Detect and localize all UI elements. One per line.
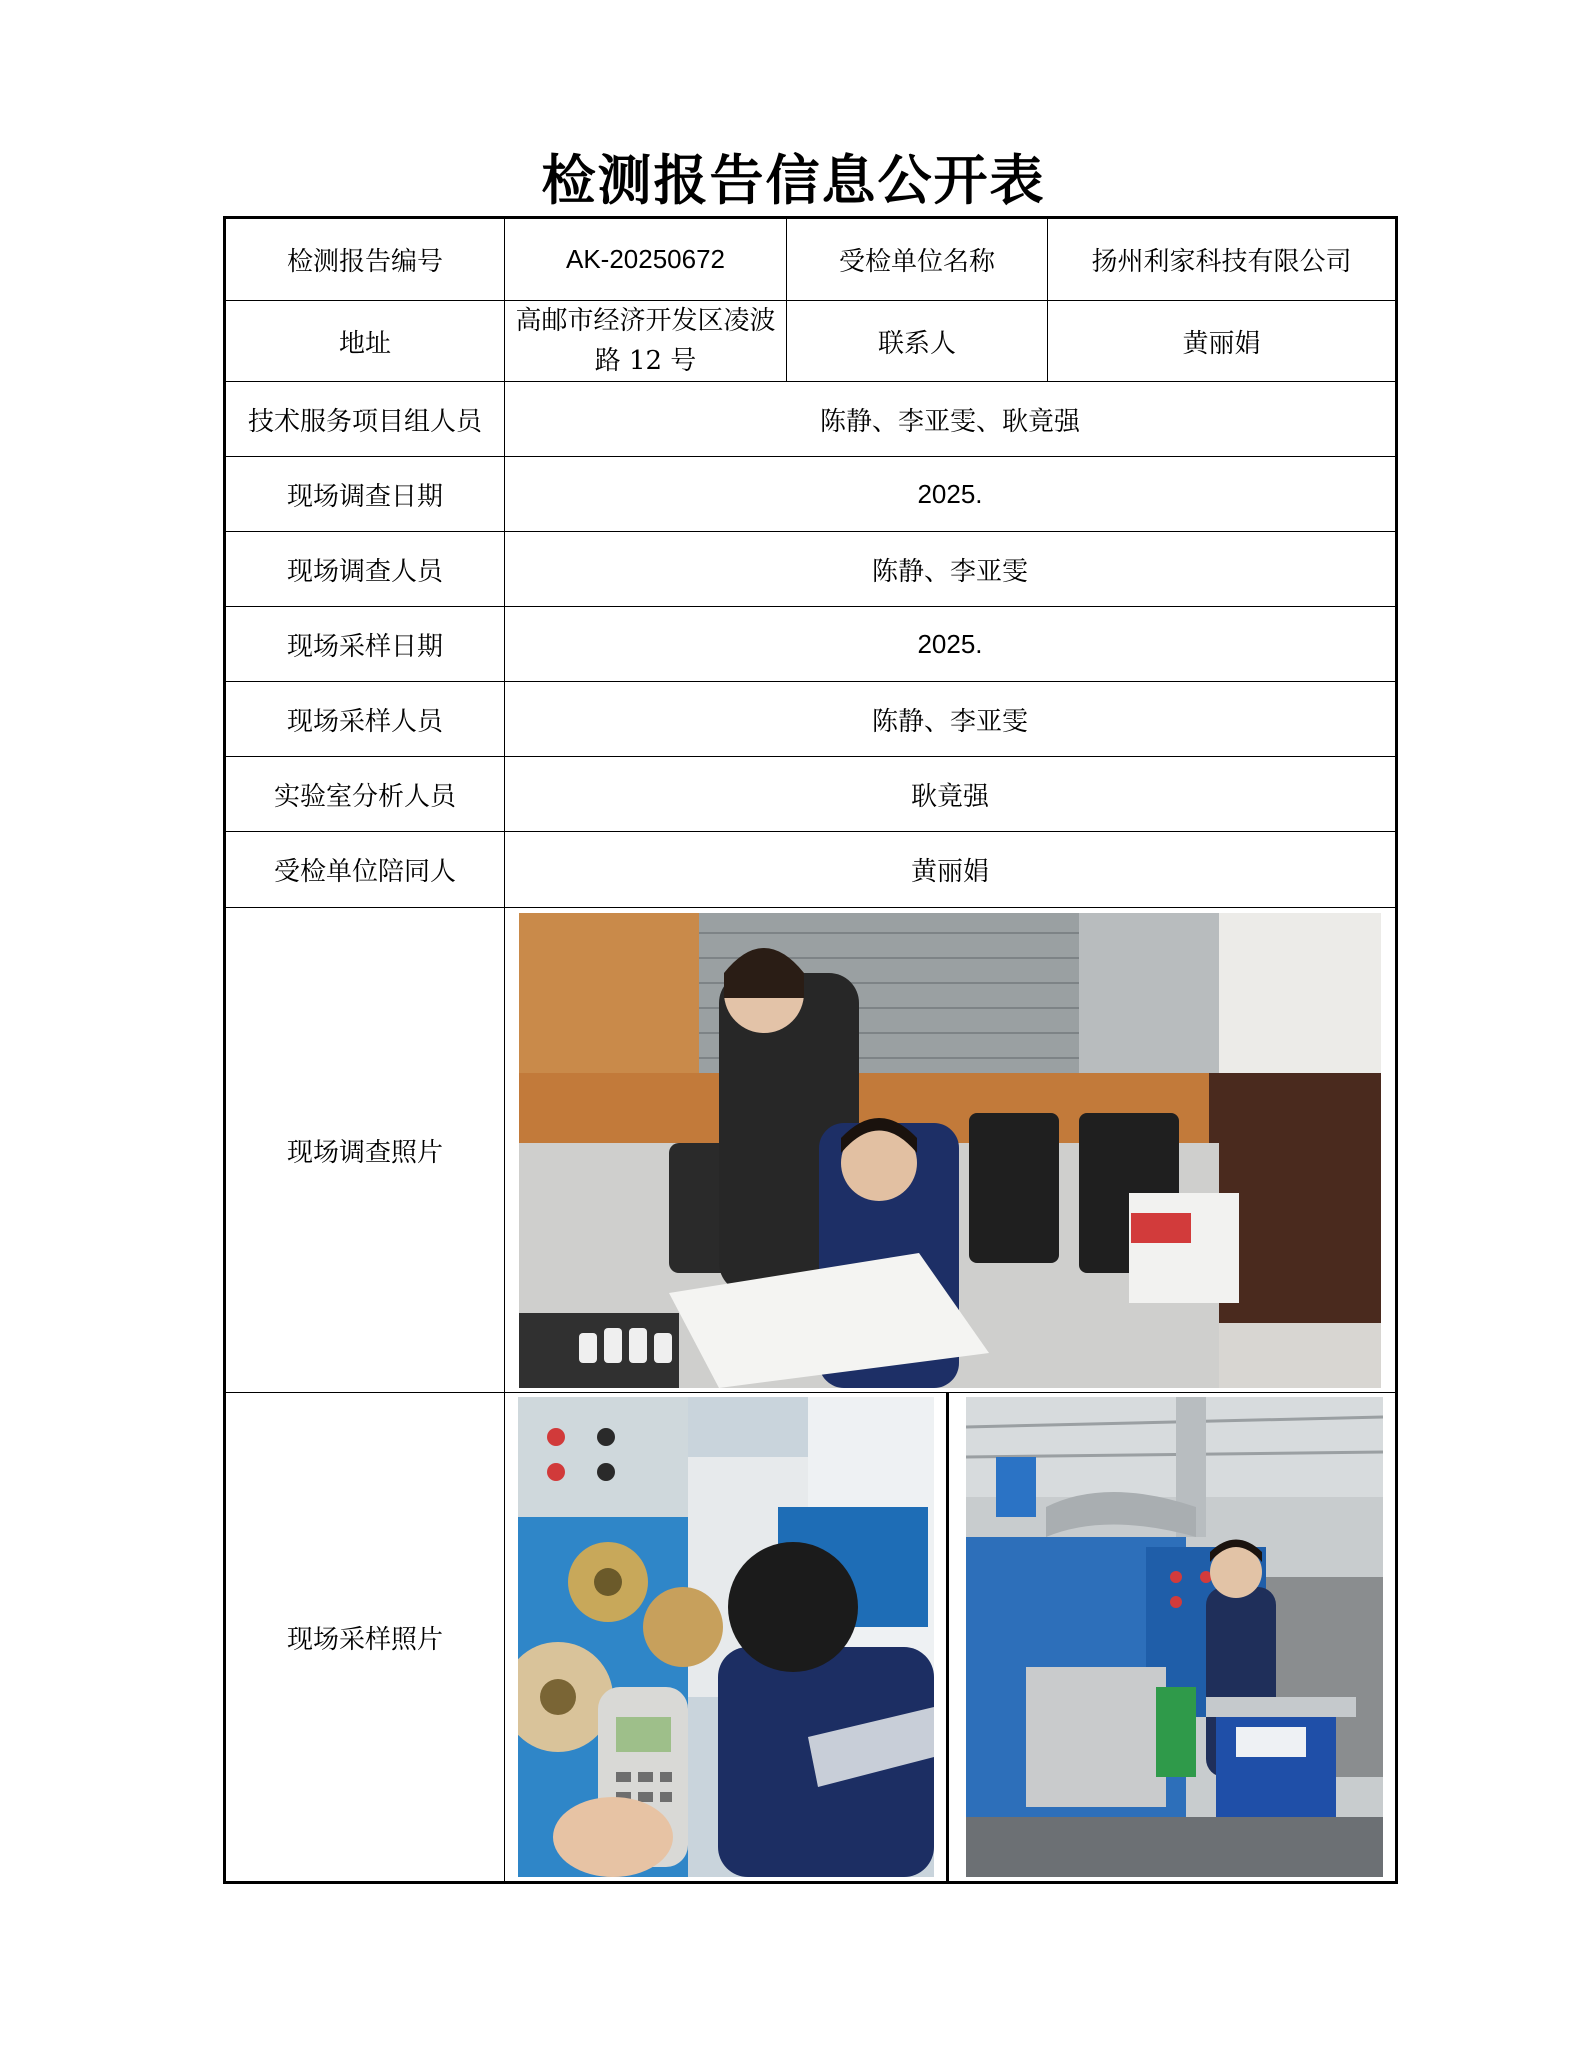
report-no-value: AK-20250672 [505,218,787,301]
sampling-photos [505,1393,1395,1881]
escort-label: 受检单位陪同人 [225,832,505,908]
info-table [223,216,1398,1884]
report-no-label: 检测报告编号 [225,218,505,301]
unit-name-label: 受检单位名称 [787,218,1048,301]
survey-photo [519,913,1381,1388]
page-title: 检测报告信息公开表 [541,149,1046,212]
contact-value: 黄丽娟 [1048,301,1397,382]
unit-name-value: 扬州利家科技有限公司 [1048,218,1397,301]
sampling-photo-right [966,1397,1383,1877]
lab-staff-label: 实验室分析人员 [225,757,505,832]
survey-date-label: 现场调查日期 [225,457,505,532]
team-value: 陈静、李亚雯、耿竟强 [505,382,1397,457]
team-label: 技术服务项目组人员 [225,382,505,457]
contact-label: 联系人 [787,301,1048,382]
photo-divider [946,1393,949,1881]
sampling-date-value: 2025. [505,607,1397,682]
survey-staff-label: 现场调查人员 [225,532,505,607]
escort-value: 黄丽娟 [505,832,1397,908]
sampling-photo-label: 现场采样照片 [225,1393,505,1883]
lab-staff-value: 耿竟强 [505,757,1397,832]
sampling-photo-cell [505,1393,1397,1883]
sampling-staff-value: 陈静、李亚雯 [505,682,1397,757]
sampling-date-label: 现场采样日期 [225,607,505,682]
survey-date-value: 2025. [505,457,1397,532]
survey-photo-cell [505,908,1397,1393]
sampling-staff-label: 现场采样人员 [225,682,505,757]
address-label: 地址 [225,301,505,382]
survey-photo-label: 现场调查照片 [225,908,505,1393]
sampling-photo-left [518,1397,934,1877]
survey-staff-value: 陈静、李亚雯 [505,532,1397,607]
address-value: 高邮市经济开发区凌波路 12 号 [505,301,787,382]
